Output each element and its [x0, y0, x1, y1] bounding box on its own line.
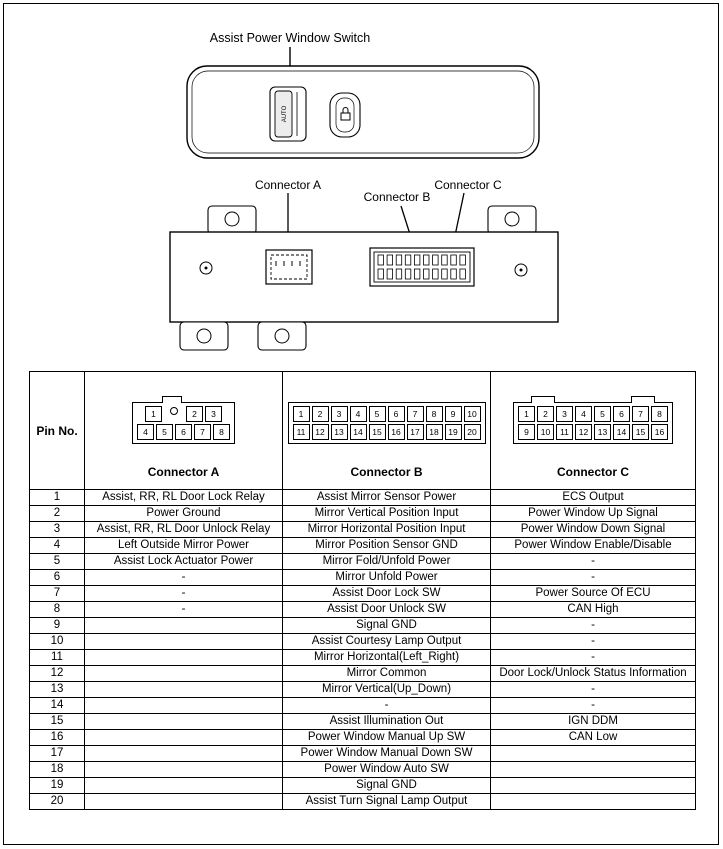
screw-right-center	[520, 269, 523, 272]
connector-b-cell: Power Window Manual Up SW	[283, 730, 491, 746]
connector-a-key-bump	[162, 396, 182, 403]
pin-table-header-row	[30, 372, 696, 490]
top-tab-left-hole	[225, 212, 239, 226]
connector-b-pin: 13	[331, 424, 348, 440]
pin-number-cell: 5	[30, 554, 85, 570]
connector-c-cell: Power Window Down Signal	[491, 522, 696, 538]
pin-number-cell: 13	[30, 682, 85, 698]
connector-a-cell: -	[85, 570, 283, 586]
connector-b-cell: Assist Turn Signal Lamp Output	[283, 794, 491, 810]
connector-c-pin: 13	[594, 424, 611, 440]
connector-a-pin: 6	[175, 424, 192, 440]
pin-number-cell: 1	[30, 490, 85, 506]
connector-a-cell: Left Outside Mirror Power	[85, 538, 283, 554]
connector-b-header	[283, 372, 491, 490]
connector-a-cell	[85, 698, 283, 714]
pin-row	[30, 618, 696, 634]
connector-a-cell	[85, 618, 283, 634]
connector-c-callout: Connector C	[434, 178, 502, 192]
connector-b-cell: Signal GND	[283, 778, 491, 794]
pin-number-cell: 3	[30, 522, 85, 538]
connector-b-name: Connector B	[350, 464, 423, 479]
connector-b-pin-diagram	[288, 383, 486, 463]
connector-c-cell: CAN High	[491, 602, 696, 618]
connector-c-pin: 4	[575, 406, 592, 422]
port-pin	[414, 269, 420, 279]
pin-row	[30, 762, 696, 778]
connector-c-cell: -	[491, 698, 696, 714]
connector-a-cell	[85, 666, 283, 682]
connector-b-pin: 5	[369, 406, 386, 422]
pin-number-cell: 17	[30, 746, 85, 762]
connector-c-pin: 7	[632, 406, 649, 422]
connector-c-pin-diagram	[513, 383, 673, 463]
connector-b-cell: Assist Door Unlock SW	[283, 602, 491, 618]
pin-row	[30, 506, 696, 522]
connector-c-pin: 5	[594, 406, 611, 422]
connector-b-cell: Mirror Fold/Unfold Power	[283, 554, 491, 570]
connector-c-pin: 8	[651, 406, 668, 422]
connector-a-cell: Power Ground	[85, 506, 283, 522]
connector-b-cell: Mirror Horizontal Position Input	[283, 522, 491, 538]
connector-b-cell: Assist Courtesy Lamp Output	[283, 634, 491, 650]
connector-a-pin: 2	[186, 406, 203, 422]
switch-panel-outline	[187, 66, 539, 158]
connector-b-cell: Mirror Unfold Power	[283, 570, 491, 586]
connector-b-cell: Mirror Horizontal(Left_Right)	[283, 650, 491, 666]
connector-c-name: Connector C	[557, 464, 629, 479]
connector-b-cell: Mirror Vertical(Up_Down)	[283, 682, 491, 698]
connector-b-pin: 2	[312, 406, 329, 422]
pin-no-header: Pin No.	[30, 372, 85, 490]
port-pin	[387, 255, 393, 265]
connector-a-pin: 5	[156, 424, 173, 440]
connector-a-cell	[85, 778, 283, 794]
pin-row	[30, 490, 696, 506]
pin-number-cell: 15	[30, 714, 85, 730]
connector-a-pin: 1	[145, 406, 162, 422]
pin-table-body	[30, 490, 696, 810]
port-pin	[405, 269, 411, 279]
connector-b-pin: 15	[369, 424, 386, 440]
pin-row	[30, 586, 696, 602]
port-pin	[460, 269, 466, 279]
connector-b-pin: 17	[407, 424, 424, 440]
pin-row	[30, 682, 696, 698]
pin-number-cell: 8	[30, 602, 85, 618]
connector-c-pin: 10	[537, 424, 554, 440]
port-pin	[451, 255, 457, 265]
connector-c-cell: -	[491, 554, 696, 570]
pin-number-cell: 19	[30, 778, 85, 794]
connector-b-pin: 11	[293, 424, 310, 440]
connector-c-cell: Power Window Up Signal	[491, 506, 696, 522]
port-pin	[424, 255, 430, 265]
connector-b-cell: Power Window Auto SW	[283, 762, 491, 778]
port-pin	[396, 269, 402, 279]
connector-b-cell: -	[283, 698, 491, 714]
pin-row	[30, 714, 696, 730]
connector-c-cell: -	[491, 618, 696, 634]
port-pin	[405, 255, 411, 265]
auto-text: AUTO	[282, 105, 288, 123]
pin-row	[30, 794, 696, 810]
pin-number-cell: 16	[30, 730, 85, 746]
pin-row	[30, 554, 696, 570]
pin-row	[30, 746, 696, 762]
bottom-tab-left-hole	[197, 329, 211, 343]
connector-c-cell: Power Source Of ECU	[491, 586, 696, 602]
connector-c-cell: Power Window Enable/Disable	[491, 538, 696, 554]
connector-b-cell: Signal GND	[283, 618, 491, 634]
connector-b-pin: 7	[407, 406, 424, 422]
connector-b-pin: 8	[426, 406, 443, 422]
connector-a-cell: Assist Lock Actuator Power	[85, 554, 283, 570]
screw-left-center	[205, 267, 208, 270]
power-window-module-drawing	[170, 206, 558, 350]
port-pin	[396, 255, 402, 265]
connector-c-cell	[491, 762, 696, 778]
window-switch-button	[270, 87, 306, 141]
connector-c-cell	[491, 794, 696, 810]
connector-c-cell: -	[491, 570, 696, 586]
pin-number-cell: 20	[30, 794, 85, 810]
pin-row	[30, 698, 696, 714]
connector-c-arrow-line	[455, 193, 465, 238]
connector-c-cell	[491, 778, 696, 794]
connector-a-cell	[85, 730, 283, 746]
connector-c-cell	[491, 746, 696, 762]
pin-number-cell: 18	[30, 762, 85, 778]
port-pin	[433, 255, 439, 265]
pin-row	[30, 666, 696, 682]
pin-number-cell: 6	[30, 570, 85, 586]
pin-number-cell: 10	[30, 634, 85, 650]
connector-b-pin: 14	[350, 424, 367, 440]
connector-b-pin: 3	[331, 406, 348, 422]
connector-a-cell	[85, 746, 283, 762]
connector-a-cell: -	[85, 602, 283, 618]
pin-row	[30, 730, 696, 746]
pin-row	[30, 538, 696, 554]
connector-c-cell: Door Lock/Unlock Status Information	[491, 666, 696, 682]
pin-row	[30, 602, 696, 618]
connector-b-cell: Power Window Manual Down SW	[283, 746, 491, 762]
port-pin	[387, 269, 393, 279]
port-pin	[433, 269, 439, 279]
connector-a-pin-diagram	[132, 383, 235, 463]
connector-a-cell: Assist, RR, RL Door Lock Relay	[85, 490, 283, 506]
pin-number-cell: 7	[30, 586, 85, 602]
connector-c-tab-left	[531, 396, 555, 403]
connector-b-pin: 6	[388, 406, 405, 422]
connector-b-cell: Assist Door Lock SW	[283, 586, 491, 602]
connector-b-pin: 20	[464, 424, 481, 440]
port-pin	[378, 255, 384, 265]
connector-c-cell: CAN Low	[491, 730, 696, 746]
port-pin	[442, 255, 448, 265]
pin-row	[30, 522, 696, 538]
connector-c-pin: 16	[651, 424, 668, 440]
connector-c-pin: 2	[537, 406, 554, 422]
pin-number-cell: 14	[30, 698, 85, 714]
connector-a-cell: Assist, RR, RL Door Unlock Relay	[85, 522, 283, 538]
pin-table	[29, 371, 696, 810]
connector-a-cell: -	[85, 586, 283, 602]
connector-a-header	[85, 372, 283, 490]
window-lock-switch	[330, 93, 360, 137]
connector-a-pin: 4	[137, 424, 154, 440]
connector-c-pin: 6	[613, 406, 630, 422]
pin-number-cell: 9	[30, 618, 85, 634]
switch-label: Assist Power Window Switch	[209, 31, 371, 45]
port-pin	[451, 269, 457, 279]
pin-number-cell: 12	[30, 666, 85, 682]
top-tab-right-hole	[505, 212, 519, 226]
connector-b-cell: Mirror Position Sensor GND	[283, 538, 491, 554]
connector-c-cell: -	[491, 682, 696, 698]
port-pin	[378, 269, 384, 279]
connector-c-header	[491, 372, 696, 490]
connector-c-pin: 15	[632, 424, 649, 440]
pin-number-cell: 11	[30, 650, 85, 666]
connector-a-port	[266, 250, 312, 284]
connector-b-pin: 10	[464, 406, 481, 422]
port-pin	[442, 269, 448, 279]
connector-a-pin: 8	[213, 424, 230, 440]
connector-c-cell: -	[491, 634, 696, 650]
connector-c-pin: 11	[556, 424, 573, 440]
connector-b-pin: 9	[445, 406, 462, 422]
port-pin	[460, 255, 466, 265]
connector-c-pin: 12	[575, 424, 592, 440]
connector-b-pin: 16	[388, 424, 405, 440]
pin-row	[30, 570, 696, 586]
connector-b-pin: 18	[426, 424, 443, 440]
connector-key-slot	[164, 406, 184, 422]
port-pin	[424, 269, 430, 279]
connector-b-port	[370, 248, 474, 286]
connector-a-cell	[85, 634, 283, 650]
connector-c-pin: 9	[518, 424, 535, 440]
module-body	[170, 232, 558, 322]
connector-b-cell: Assist Mirror Sensor Power	[283, 490, 491, 506]
connector-b-pin: 1	[293, 406, 310, 422]
connector-c-tab-right	[631, 396, 655, 403]
pin-number-cell: 2	[30, 506, 85, 522]
connector-b-cell: Assist Illumination Out	[283, 714, 491, 730]
connector-a-cell	[85, 762, 283, 778]
connector-a-cell	[85, 682, 283, 698]
connector-c-pin: 3	[556, 406, 573, 422]
connector-b-callout: Connector B	[363, 190, 431, 204]
connector-a-name: Connector A	[147, 464, 220, 479]
switch-assembly-drawing	[187, 31, 539, 158]
connector-a-cell	[85, 794, 283, 810]
connector-b-pin: 19	[445, 424, 462, 440]
pin-number-cell: 4	[30, 538, 85, 554]
connector-c-cell: -	[491, 650, 696, 666]
pin-row	[30, 634, 696, 650]
connector-b-cell: Mirror Common	[283, 666, 491, 682]
connector-c-pin: 1	[518, 406, 535, 422]
bottom-tab-right-hole	[275, 329, 289, 343]
connector-c-cell: IGN DDM	[491, 714, 696, 730]
connector-a-cell	[85, 650, 283, 666]
port-pin	[414, 255, 420, 265]
connector-a-cell	[85, 714, 283, 730]
connector-c-cell: ECS Output	[491, 490, 696, 506]
connector-a-callout: Connector A	[254, 178, 322, 192]
connector-c-pin: 14	[613, 424, 630, 440]
key-circle	[170, 407, 178, 415]
connector-b-cell: Mirror Vertical Position Input	[283, 506, 491, 522]
connector-a-pin: 7	[194, 424, 211, 440]
connector-b-pin: 12	[312, 424, 329, 440]
connector-a-pin: 3	[205, 406, 222, 422]
connector-b-pin: 4	[350, 406, 367, 422]
pin-row	[30, 778, 696, 794]
pin-row	[30, 650, 696, 666]
diagram-illustration	[0, 0, 723, 368]
